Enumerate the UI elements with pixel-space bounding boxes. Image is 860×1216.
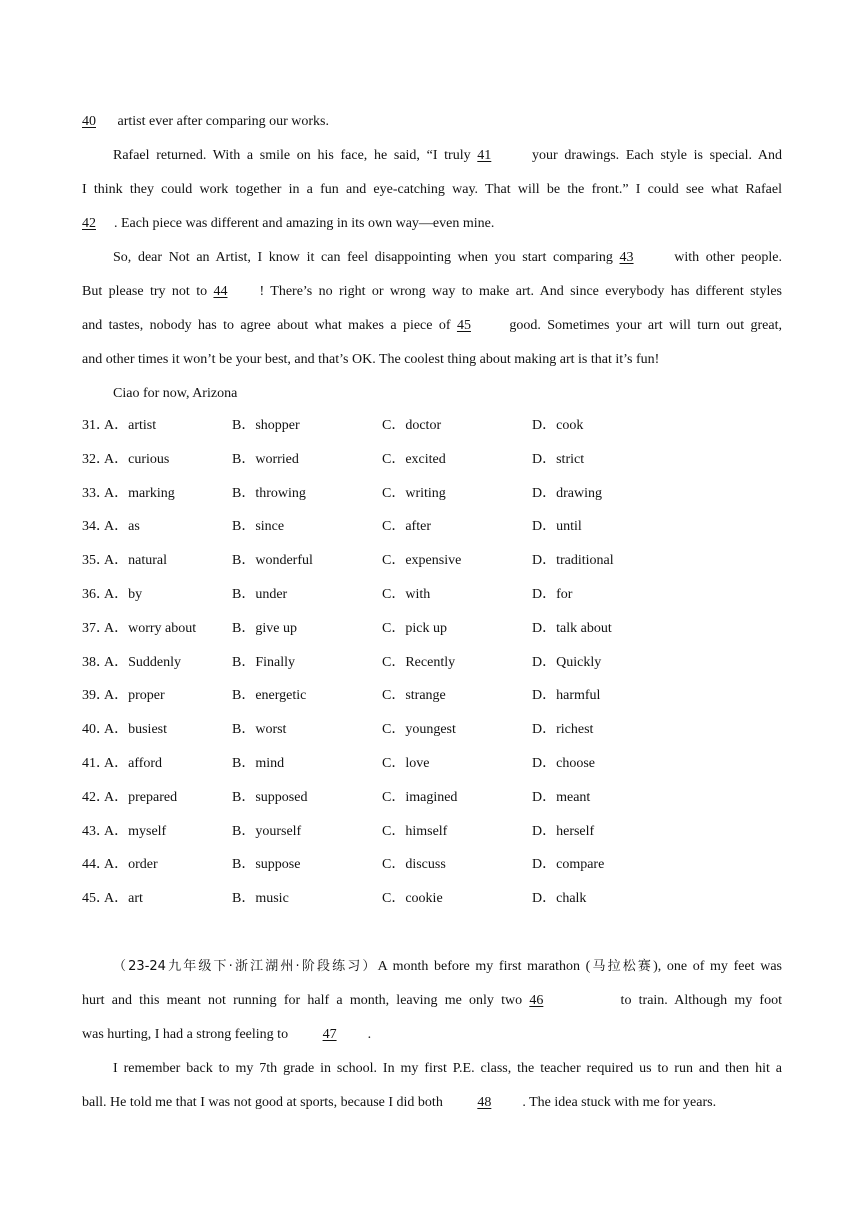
option-d: D．compare	[532, 857, 605, 873]
option-a: A．afford	[104, 755, 163, 771]
option-a: A．art	[104, 891, 143, 907]
text: Rafael returned. With a smile on his face, he said, “I truly	[113, 148, 478, 163]
option-d: D．meant	[532, 789, 591, 805]
text: ), one of my feet was	[653, 959, 782, 974]
text: ! There’s no right or wrong way to make art. And since everybody has different styles	[259, 284, 782, 299]
question-row	[82, 882, 782, 916]
option-d: D．chalk	[532, 891, 587, 907]
text: artist ever after comparing our works.	[114, 114, 329, 129]
question-row	[82, 646, 782, 680]
option-a: A．proper	[104, 688, 165, 704]
option-c: C．himself	[382, 823, 448, 839]
question-row	[82, 443, 782, 477]
option-a: A．marking	[104, 485, 175, 501]
passage-1-line	[82, 309, 782, 343]
option-b: B．throwing	[232, 485, 306, 501]
option-d: D．strict	[532, 451, 585, 467]
blank-41: 41	[477, 148, 492, 163]
option-d: D．cook	[532, 418, 584, 433]
question-row	[82, 544, 782, 578]
blank-45: 45	[456, 318, 471, 333]
passage-2-line	[82, 1018, 782, 1052]
blank-40: 40	[82, 114, 96, 129]
text: and tastes, nobody has to agree about what makes a piece of	[82, 318, 457, 333]
option-b: B．music	[232, 891, 289, 907]
option-d: D．richest	[532, 722, 594, 738]
option-c: C．strange	[382, 688, 446, 704]
blank-43: 43	[619, 250, 634, 265]
question-number: 45．	[82, 891, 110, 907]
option-a: A．artist	[104, 418, 157, 433]
option-d: D．Quickly	[532, 654, 602, 670]
option-d: D．harmful	[532, 688, 601, 704]
passage-2-line	[82, 984, 782, 1018]
option-c: C．writing	[382, 485, 446, 501]
text: good. Sometimes your art will turn out great,	[502, 318, 782, 333]
option-a: A．natural	[104, 553, 167, 569]
text: So, dear Not an Artist, I know it can feel disappointing when you start comparing	[113, 250, 620, 265]
question-number: 33．	[82, 485, 110, 501]
passage-1-line	[82, 173, 782, 207]
option-a: A．Suddenly	[104, 654, 181, 670]
chinese-gloss: 马拉松赛	[590, 959, 654, 974]
text: . The idea stuck with me for years.	[522, 1095, 717, 1110]
option-b: B．since	[232, 519, 285, 535]
question-number: 40．	[82, 722, 110, 738]
option-b: B．mind	[232, 755, 285, 771]
option-d: D．drawing	[532, 485, 602, 501]
question-number: 31．	[82, 418, 110, 433]
option-a: A．curious	[104, 451, 170, 467]
question-row	[82, 578, 782, 612]
option-c: C．excited	[382, 451, 446, 467]
option-c: C．Recently	[382, 654, 456, 670]
option-c: C．after	[382, 519, 431, 535]
option-b: B．shopper	[232, 418, 300, 433]
option-b: B．worst	[232, 722, 287, 738]
question-row	[82, 409, 782, 443]
text: ball. He told me that I was not good at sports, because I did both	[82, 1095, 447, 1110]
option-b: B．give up	[232, 620, 297, 636]
text: But please try not to	[82, 284, 214, 299]
question-number: 34．	[82, 519, 110, 535]
question-row	[82, 815, 782, 849]
question-row	[82, 477, 782, 511]
question-row	[82, 679, 782, 713]
text: A month before my first marathon (	[377, 959, 591, 974]
option-d: D．for	[532, 586, 573, 602]
option-a: A．by	[104, 586, 143, 602]
option-c: C．pick up	[382, 620, 447, 636]
passage-1-line	[82, 275, 782, 309]
question-number: 35．	[82, 553, 110, 569]
option-c: C．youngest	[382, 722, 456, 738]
question-number: 36．	[82, 586, 110, 602]
blank-48: 48	[477, 1095, 492, 1110]
option-b: B．wonderful	[232, 553, 313, 569]
question-number: 39．	[82, 688, 110, 704]
text: and other times it won’t be your best, and that’s OK. The coolest thing about making art is that it’s fun!	[82, 352, 660, 367]
blank-42: 42	[82, 216, 96, 231]
options-list	[82, 409, 782, 916]
text: .	[367, 1027, 372, 1042]
source-tag: （23-24九年级下·浙江湖州·阶段练习）	[113, 959, 378, 974]
question-number: 32．	[82, 451, 110, 467]
question-row	[82, 848, 782, 882]
passage-2-line	[82, 1086, 782, 1120]
passage-1-line	[82, 105, 782, 139]
option-b: B．yourself	[232, 823, 302, 839]
option-b: B．Finally	[232, 654, 296, 670]
option-d: D．choose	[532, 755, 595, 771]
passage-2-line	[82, 1052, 782, 1086]
option-b: B．worried	[232, 451, 299, 467]
option-c: C．doctor	[382, 418, 442, 433]
text: Ciao for now, Arizona	[113, 386, 238, 401]
question-row	[82, 781, 782, 815]
text: hurt and this meant not running for half a month, leaving me only two	[82, 993, 530, 1008]
blank-44: 44	[213, 284, 228, 299]
passage-1-line	[82, 343, 782, 377]
question-number: 38．	[82, 654, 110, 670]
text: . Each piece was different and amazing in its own way—even mine.	[114, 216, 495, 231]
option-a: A．order	[104, 857, 158, 873]
option-d: D．herself	[532, 823, 595, 839]
option-a: A．busiest	[104, 722, 167, 738]
option-a: A．myself	[104, 823, 167, 839]
option-a: A．prepared	[104, 789, 178, 805]
question-number: 43．	[82, 823, 110, 839]
passage-2-line	[82, 950, 782, 984]
text: I remember back to my 7th grade in school. In my first P.E. class, the teacher required us to run and then hit a	[113, 1061, 782, 1076]
blank-47: 47	[322, 1027, 337, 1042]
option-c: C．cookie	[382, 891, 443, 907]
text: was hurting, I had a strong feeling to	[82, 1027, 292, 1042]
option-c: C．discuss	[382, 857, 446, 873]
question-row	[82, 612, 782, 646]
option-a: A．worry about	[104, 620, 197, 636]
question-row	[82, 510, 782, 544]
option-c: C．with	[382, 586, 431, 602]
option-c: C．love	[382, 755, 430, 771]
option-c: C．expensive	[382, 553, 462, 569]
option-d: D．until	[532, 519, 582, 535]
option-b: B．under	[232, 586, 288, 602]
question-number: 41．	[82, 755, 110, 771]
text: your drawings. Each style is special. And	[525, 148, 783, 163]
question-row	[82, 713, 782, 747]
option-b: B．energetic	[232, 688, 307, 704]
option-b: B．supposed	[232, 789, 308, 805]
question-number: 37．	[82, 620, 110, 636]
text: I think they could work together in a fun and eye-catching way. That will be the front.” I could see what Rafael	[82, 182, 782, 197]
question-number: 44．	[82, 857, 110, 873]
text: with other people.	[667, 250, 782, 265]
option-d: D．traditional	[532, 553, 614, 569]
passage-1-line	[82, 207, 782, 241]
passage-1	[82, 105, 782, 411]
passage-2	[82, 950, 782, 1120]
question-number: 42．	[82, 789, 110, 805]
passage-1-signoff	[82, 377, 782, 411]
blank-46: 46	[529, 993, 544, 1008]
text: to train. Although my foot	[613, 993, 782, 1008]
option-c: C．imagined	[382, 789, 458, 805]
option-d: D．talk about	[532, 620, 612, 636]
option-a: A．as	[104, 519, 140, 535]
option-b: B．suppose	[232, 857, 301, 873]
passage-1-line	[82, 139, 782, 173]
question-row	[82, 747, 782, 781]
passage-1-line	[82, 241, 782, 275]
